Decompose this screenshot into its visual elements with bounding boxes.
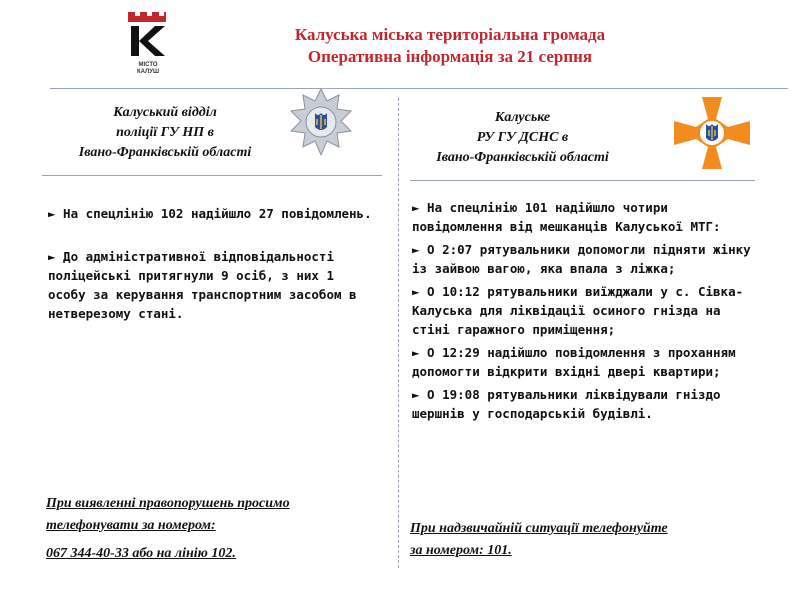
police-report [48, 204, 378, 323]
dsns-item-2: ► О 10:12 рятувальники виїжджали у с. Сівка-Калуська для ліквідації осиного гнізда на стіні гаражного приміщення; [412, 284, 744, 337]
page-header [200, 24, 700, 68]
dsns-emblem-icon [670, 93, 754, 173]
police-divider [42, 175, 382, 176]
dsns-dept-line3: Івано-Франківській області [436, 150, 609, 165]
police-footer-line2: телефонувати за номером: [46, 518, 216, 533]
dsns-divider [410, 180, 755, 181]
column-divider [398, 98, 399, 568]
police-dept-title [40, 103, 290, 163]
police-footer-line1: При виявленні правопорушень просимо [46, 496, 290, 511]
dsns-item-1: ► О 2:07 рятувальники допомогли підняти жінку із зайвою вагою, яка впала з ліжка; [412, 242, 751, 276]
police-dept-line1: Калуський відділ [113, 105, 217, 120]
logo-caption-line2: КАЛУШ [136, 69, 160, 75]
logo-caption [128, 62, 168, 76]
dsns-dept-line1: Калуське [494, 110, 551, 125]
dsns-dept-line2: РУ ГУ ДСНС в [476, 130, 569, 145]
police-para-admin: ► До адміністративної відповідальності поліцейські притягнули 9 осіб, з них 1 особу за керування транспортним засобом в нетверезому стані. [48, 249, 357, 321]
header-title: Калуська міська територіальна громада [294, 25, 606, 44]
police-dept-line3: Івано-Франківській області [78, 145, 252, 160]
dsns-dept-title [405, 108, 640, 168]
police-footer [46, 493, 391, 565]
police-dept-line2: поліції ГУ НП в [116, 125, 214, 140]
police-emblem-icon [287, 87, 355, 161]
header-divider [50, 88, 788, 89]
dsns-footer [410, 518, 765, 562]
dsns-item-3: ► О 12:29 надійшло повідомлення з проханням допомогти відкрити вхідні двері квартири; [412, 345, 736, 379]
dsns-item-4: ► О 19:08 рятувальники ліквідували гніздо шершнів у господарській будівлі. [412, 387, 721, 421]
police-para-calls: ► На спецлінію 102 надійшло 27 повідомлень. [48, 206, 372, 221]
dsns-footer-line2: за номером: 101. [410, 543, 512, 558]
dsns-report [412, 198, 757, 423]
dsns-footer-line1: При надзвичайній ситуації телефонуйте [410, 521, 668, 536]
dsns-item-0: ► На спецлінію 101 надійшло чотири повідомлення від мешканців Калуської МТГ: [412, 200, 721, 234]
header-subtitle: Оперативна інформація за 21 серпня [307, 47, 593, 66]
logo-caption-line1: МІСТО [138, 62, 158, 68]
police-footer-line3: 067 344-40-33 або на лінію 102. [46, 546, 236, 561]
